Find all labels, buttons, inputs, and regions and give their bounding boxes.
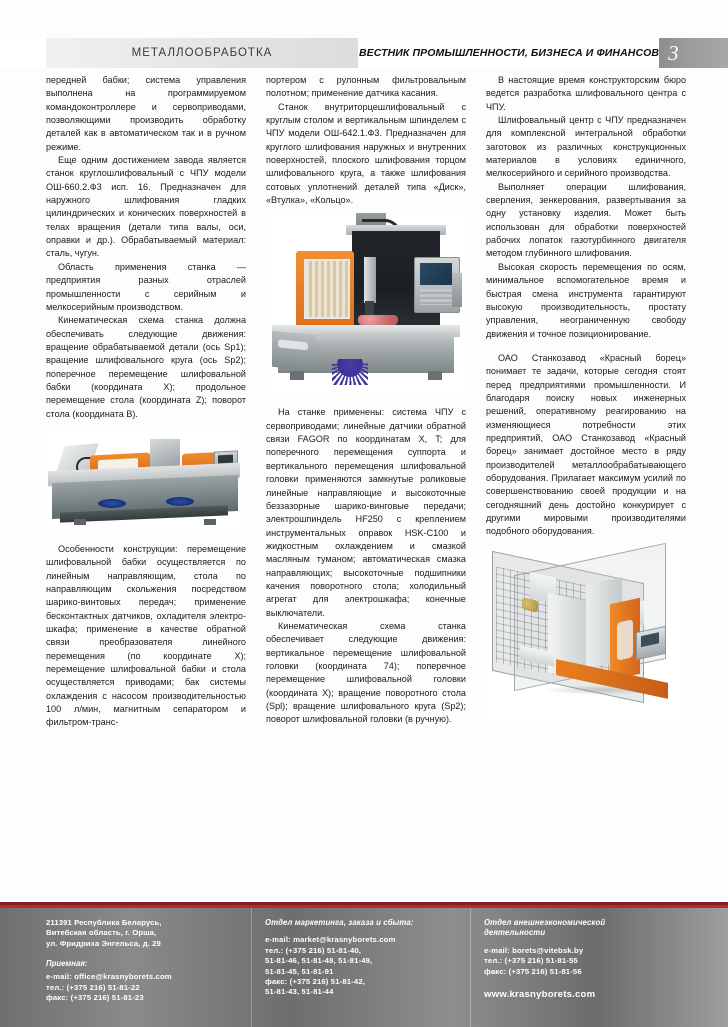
header-left-margin [0, 38, 46, 68]
machine-foot-right [204, 519, 216, 525]
figure-grinding-centre [486, 553, 686, 721]
centre-shadow [542, 685, 658, 695]
paragraph: Область применения станка — предприятия разных отраслей промышленности с серийным и мелкосерийным производством. [46, 261, 246, 312]
machine-leg-right [428, 371, 442, 380]
footer-address-block [46, 908, 251, 1027]
machine-enclosure-window [304, 259, 350, 319]
foreign-title-line-1: Отдел внешнеэкономической [484, 918, 606, 927]
section-title: МЕТАЛЛООБРАБОТКА [131, 47, 273, 59]
publication-title: ВЕСТНИК ПРОМЫШЛЕННОСТИ, БИЗНЕСА И ФИНАНСОВ [359, 47, 660, 59]
machine-leg-left [290, 371, 304, 380]
marketing-tel-1[interactable]: тел.: (+375 216) 51-81-40, [265, 945, 362, 955]
company-website[interactable]: www.krasnyborets.com [484, 989, 596, 1001]
figure-cylindrical-grinder [46, 427, 246, 535]
reception-email[interactable]: e-mail: office@krasnyborets.com [46, 972, 172, 982]
page-header [0, 38, 728, 68]
marketing-fax-2: 51-81-43, 51-81-44 [265, 987, 334, 997]
paragraph: Еще одним достижением завода является станок круглошлифовальный с ЧПУ модели ОШ-660.2.Ф3 исп. 16. Предназначен для наружного шлифования гладких цилиндрических и конических поверхностей в телах вращения (детали типа валы, оси, оправки и др.). Обрабатываемый материал: сталь, чугун. [46, 155, 246, 259]
foreign-email[interactable]: e-mail: borets@vitebsk.by [484, 945, 584, 955]
address-line-3: ул. Фридриха Энгельса, д. 29 [46, 938, 161, 948]
footer-foreign-trade-block [470, 908, 689, 1027]
address-line-1: 211391 Республика Беларусь, [46, 918, 162, 927]
foreign-title-line-2: деятельности [484, 928, 546, 938]
machine-console-arm [452, 273, 462, 307]
address-lines [46, 918, 251, 949]
marketing-email[interactable]: e-mail: market@krasnyborets.com [265, 935, 396, 945]
paragraph: Выполняет операции шлифования, сверления, зенкерования, развертывания за одну установку изделия. Может быть использован для обработки поверхностей рабочих лопаток газотурбинного двигателя методом глубинного шлифования. [486, 181, 686, 259]
paragraph: ОАО Станкозавод «Красный борец» понимает те задачи, которые сегодня стоят перед предприятиями промышленности. И благодаря поиску новых инженерных решений, оперативному реагированию на изменяющиеся потребности этих предприятий, ОАО Станкозавод «Красный борец» занимает достойное место в ряду производителей металлообрабатывающего оборудования. Прилагает максимум усилий по совершенствованию своей продукции и на сегодняшний день достойно конкурирует с другими мировыми производителями подобного оборудования. [486, 352, 686, 537]
article-body [46, 74, 686, 884]
machine-quill [364, 257, 376, 303]
marketing-tel-2[interactable]: 51-81-46, 51-81-48, 51-81-49, [265, 956, 373, 966]
machine-coolant-detail-right [166, 497, 194, 506]
paragraph: Особенности конструкции: перемещение шлифовальной бабки осуществляется по линейным направляющим, стола по направляющим скольжения посредством шарико-винтовых передач; применение бесконтактных датчиков, охладителя электро-шкафа; применение в качестве обратной связи преобразователя линейного перемещения (по координате X); перемещение шлифовальной бабки и стола осуществляется приводами; бак системы охлаждения с насосом производительностью 100 л/мин, магнитным сепаратором и фильтром-транс- [46, 543, 246, 728]
footer-left-margin [0, 908, 46, 1027]
column-1 [46, 74, 246, 884]
paragraph: Кинематическая схема станка должна обеспечивать следующие движения: вращение обрабатываемой детали (ось Sp1); вращение шлифовального круга (ось Sp2); поперечное перемещение шлифовальной бабки (координата X); продольное перемещение стола (координата Z); поворот стола (координата B). [46, 315, 246, 419]
machine-foot-left [74, 519, 86, 525]
machine-coolant-detail-left [98, 499, 126, 508]
page-number: 3 [668, 40, 679, 65]
paragraph: Шлифовальный центр с ЧПУ предназначен для комплексной интегральной обработки заготовок из различных конструкционных материалов в условиях единичного, мелкосерийного и серийного производства. [486, 115, 686, 179]
column-2 [266, 74, 466, 884]
page-footer [0, 905, 728, 1027]
paragraph: передней бабки; система управления выполнена на программируемом командоконтроллере и сервоприводами, позволяющими производить обработку деталей как в автоматическом так и в ручном режиме. [46, 75, 246, 152]
foreign-title [484, 918, 689, 939]
address-line-2: Витебская область, г. Орша, [46, 928, 157, 938]
machine-chip-conveyor [272, 331, 316, 372]
reception-tel[interactable]: тел.: (+375 216) 51-81-22 [46, 982, 140, 992]
paragraph: На станке применены: система ЧПУ с сервоприводами; линейные датчики обратной связи FAGOR по координатам X, T; для поперечного перемещения суппорта и вертикального перемещения шлифовальной головки применяются замкнутые роликовые линейные направляющие и высокоточные беззазорные шарико-винговые передачи; электрошпиндель HF250 с креплением инструментальных оправок HSK-C100 и жидкостным охлаждением и смазкой масляным туманом; автоматическая смазка направляющих; высокоточные подшипники качения поворотного стола; холодильный агрегат для электрошкафа; конечные выключатели. [266, 407, 466, 618]
header-section-band [46, 38, 358, 68]
foreign-fax: факс: (+375 216) 51-81-56 [484, 966, 582, 976]
reception-fax: факс: (+375 216) 51-81-23 [46, 993, 144, 1003]
paragraph: Высокая скорость перемещения по осям, минимальное вспомогательное время и быстрая смена инструмента гарантируют высокую производительность, простату управления, неограниченную свободу движения и точное позиционирование. [486, 261, 686, 339]
figure-vertical-grinder [266, 213, 466, 398]
machine-blue-brush [332, 359, 368, 385]
marketing-fax-1: факс: (+375 216) 51-81-42, [265, 977, 366, 987]
paragraph: Кинематическая схема станка обеспечивает следующие движения: вертикальное перемещение шлифовальной головки (координата 74); поперечное перемещение шлифовальной головки (координата X); вращение поворотного стола (Spl); вращение шлифовального круга (Sp2); поворот шлифовальной головки (в ручную). [266, 620, 466, 725]
cylindrical-grinding-machine-photo [46, 427, 246, 535]
marketing-title: Отдел маркетинга, заказа и сбыта: [265, 918, 414, 927]
foreign-tel[interactable]: тел.: (+375 216) 51-81-55 [484, 956, 578, 966]
reception-title: Приемная: [46, 959, 88, 969]
cnc-grinding-centre-render [486, 553, 686, 721]
header-publication-band [358, 38, 659, 68]
centre-control-panel [636, 625, 666, 659]
header-page-band [659, 38, 728, 68]
paragraph: В настоящие время конструкторским бюро ведется разработка шлифовального центра с ЧПУ. [486, 75, 686, 112]
paragraph: Станок внутриторцешлифовальный с круглым столом и вертикальным шпинделем с ЧПУ модели ОШ-642.1.Ф3. Предназначен для круглого шлифования наружных и внутренних поверхностей, плоского шлифования торцом шлифовального круга, а также шлифования сотовых уплотнений деталей типа «Диск», «Втулка», «Кольцо». [266, 101, 466, 206]
paragraph: портером с рулонным фильтровальным полотном; применение датчика касания. [266, 75, 466, 99]
machine-workpiece [358, 315, 398, 325]
column-3 [486, 74, 686, 884]
footer-marketing-block [251, 908, 470, 1027]
vertical-internal-grinding-machine-photo [266, 213, 466, 398]
marketing-tel-3[interactable]: 51-81-45, 51-81-91 [265, 966, 334, 976]
